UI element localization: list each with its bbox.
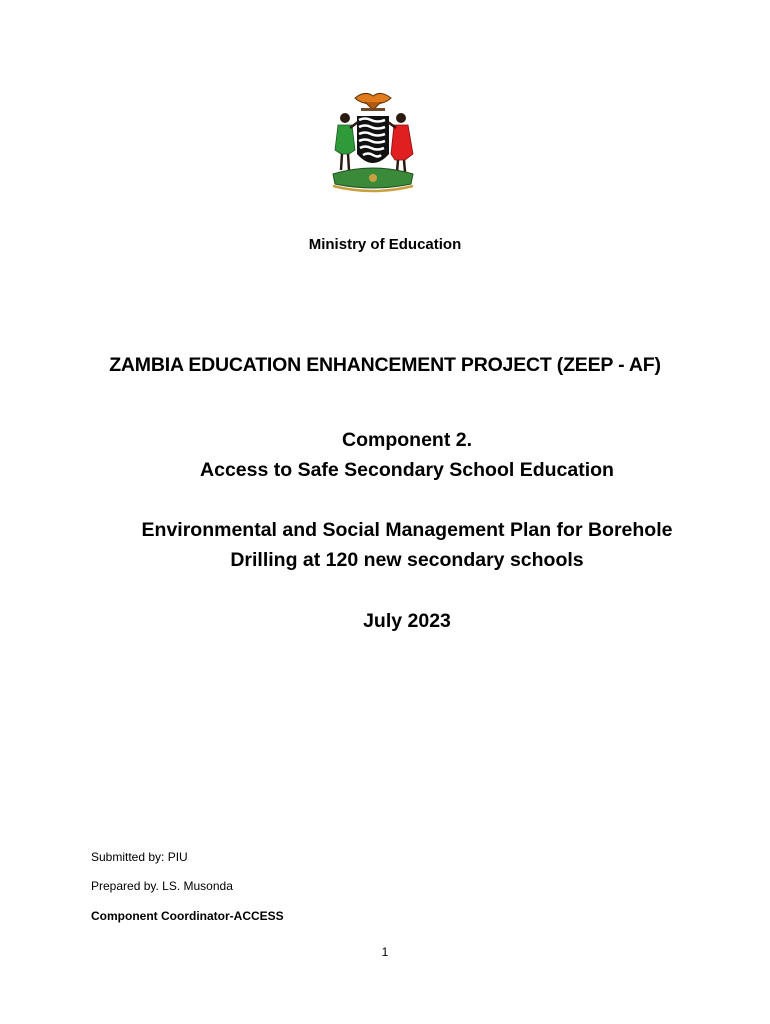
- ministry-name: Ministry of Education: [308, 236, 462, 253]
- right-supporter-figure: [388, 113, 413, 172]
- plan-title-line-2: Drilling at 120 new secondary schools: [230, 549, 584, 571]
- document-date: July 2023: [363, 610, 451, 632]
- left-supporter-figure: [335, 113, 358, 170]
- component-title: Access to Safe Secondary School Education: [200, 459, 614, 481]
- page-number: 1: [381, 945, 389, 959]
- prepared-by: Prepared by. LS. Musonda: [91, 879, 233, 893]
- submitted-by: Submitted by: PIU: [91, 850, 188, 864]
- plan-heading: [0, 515, 770, 575]
- coat-of-arms-emblem: [325, 88, 421, 196]
- component-heading: [0, 425, 770, 485]
- plan-title-line-1: Environmental and Social Management Plan for Borehole: [141, 519, 673, 541]
- component-number: Component 2.: [342, 429, 472, 451]
- shield-icon: [357, 116, 389, 163]
- eagle-icon: [355, 93, 391, 111]
- base-mound: [333, 168, 413, 191]
- coordinator-role: Component Coordinator-ACCESS: [91, 909, 284, 923]
- project-title: ZAMBIA EDUCATION ENHANCEMENT PROJECT (ZEEP - AF): [109, 354, 661, 376]
